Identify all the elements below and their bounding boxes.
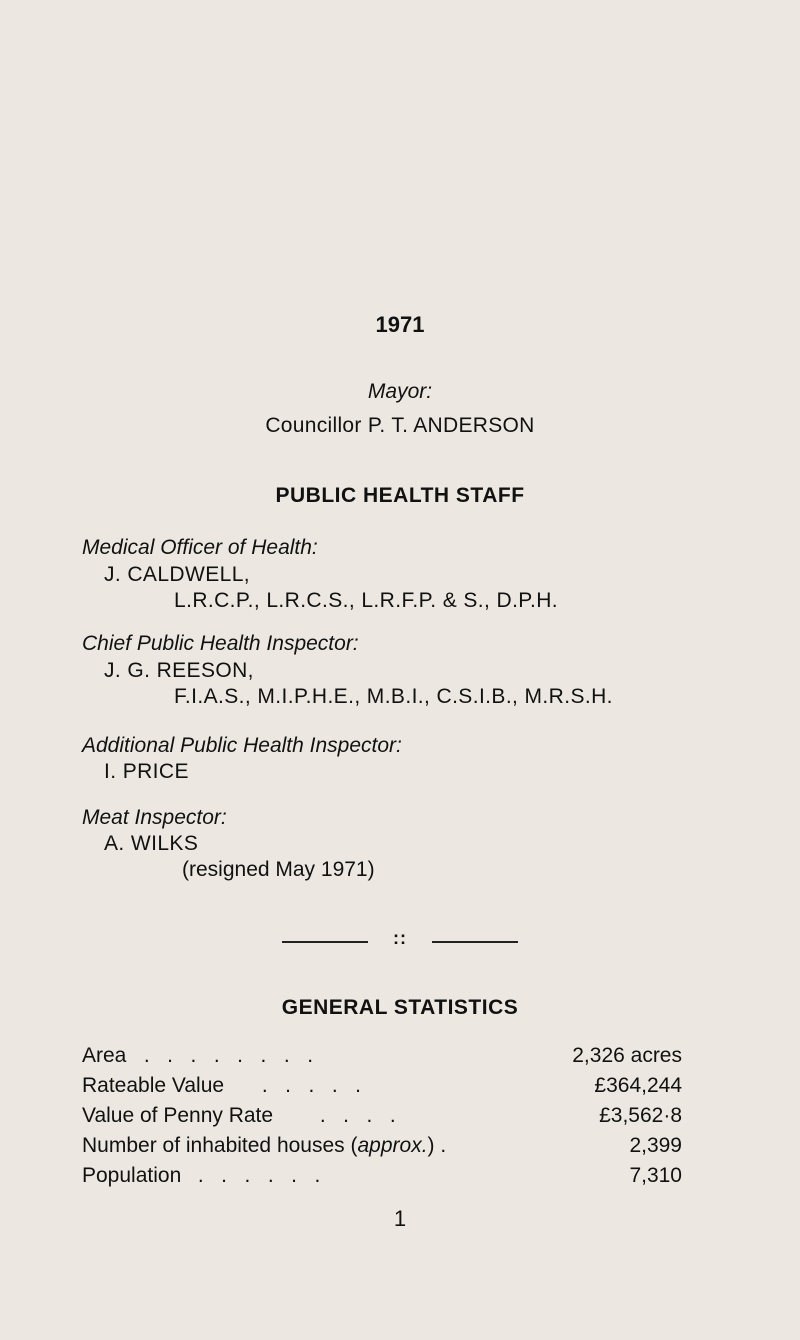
stat-row-penny-rate	[82, 1104, 682, 1134]
stat-label-text: Number of inhabited houses	[82, 1134, 345, 1157]
page-number: 1	[393, 1206, 407, 1231]
stat-row-population	[82, 1164, 682, 1194]
stat-leader-dots: .	[434, 1134, 447, 1157]
stat-label: Population	[82, 1164, 182, 1187]
meat-inspector-role: Meat Inspector:	[82, 806, 227, 829]
stat-value: 7,310	[629, 1164, 682, 1187]
additional-inspector-role: Additional Public Health Inspector:	[82, 734, 402, 757]
stat-label-italic: approx.	[357, 1134, 428, 1157]
stat-row-inhabited-houses	[82, 1134, 682, 1164]
stat-value: £3,562·8	[599, 1104, 682, 1127]
stat-label: Area	[82, 1044, 127, 1067]
divider-dots: ::	[393, 928, 407, 948]
divider-line-right	[432, 941, 518, 943]
medical-officer-name: J. CALDWELL,	[104, 563, 251, 586]
stat-value: 2,326 acres	[572, 1044, 682, 1067]
section-divider	[282, 928, 518, 952]
stat-value: 2,399	[629, 1134, 682, 1157]
stat-row-rateable-value	[82, 1074, 682, 1104]
meat-inspector-name: A. WILKS	[104, 832, 199, 855]
stat-label: Value of Penny Rate	[82, 1104, 274, 1127]
general-statistics-heading: GENERAL STATISTICS	[281, 996, 519, 1019]
mayor-name: Councillor P. T. ANDERSON	[265, 414, 535, 437]
stat-leader-dots: . . . . . .	[192, 1164, 321, 1187]
stat-row-area	[82, 1044, 682, 1074]
medical-officer-qualifications: L.R.C.P., L.R.C.S., L.R.F.P. & S., D.P.H.	[174, 589, 559, 612]
stat-leader-dots: . . . .	[314, 1104, 396, 1127]
meat-inspector-note: (resigned May 1971)	[182, 858, 375, 881]
stat-leader-dots: . . . . .	[256, 1074, 362, 1097]
public-health-staff-heading: PUBLIC HEALTH STAFF	[275, 484, 525, 507]
report-year: 1971	[375, 312, 425, 337]
additional-inspector-name: I. PRICE	[104, 760, 189, 783]
stat-value: £364,244	[594, 1074, 682, 1097]
chief-inspector-qualifications: F.I.A.S., M.I.P.H.E., M.B.I., C.S.I.B., M.R.S.H.	[174, 685, 613, 708]
medical-officer-role: Medical Officer of Health:	[82, 536, 318, 559]
chief-inspector-name: J. G. REESON,	[104, 659, 254, 682]
stat-label: Number of inhabited houses (approx.) .	[82, 1134, 447, 1157]
stat-leader-dots: . . . . . . . .	[138, 1044, 314, 1067]
mayor-label: Mayor:	[367, 380, 433, 403]
chief-inspector-role: Chief Public Health Inspector:	[82, 632, 359, 655]
stat-label: Rateable Value	[82, 1074, 225, 1097]
